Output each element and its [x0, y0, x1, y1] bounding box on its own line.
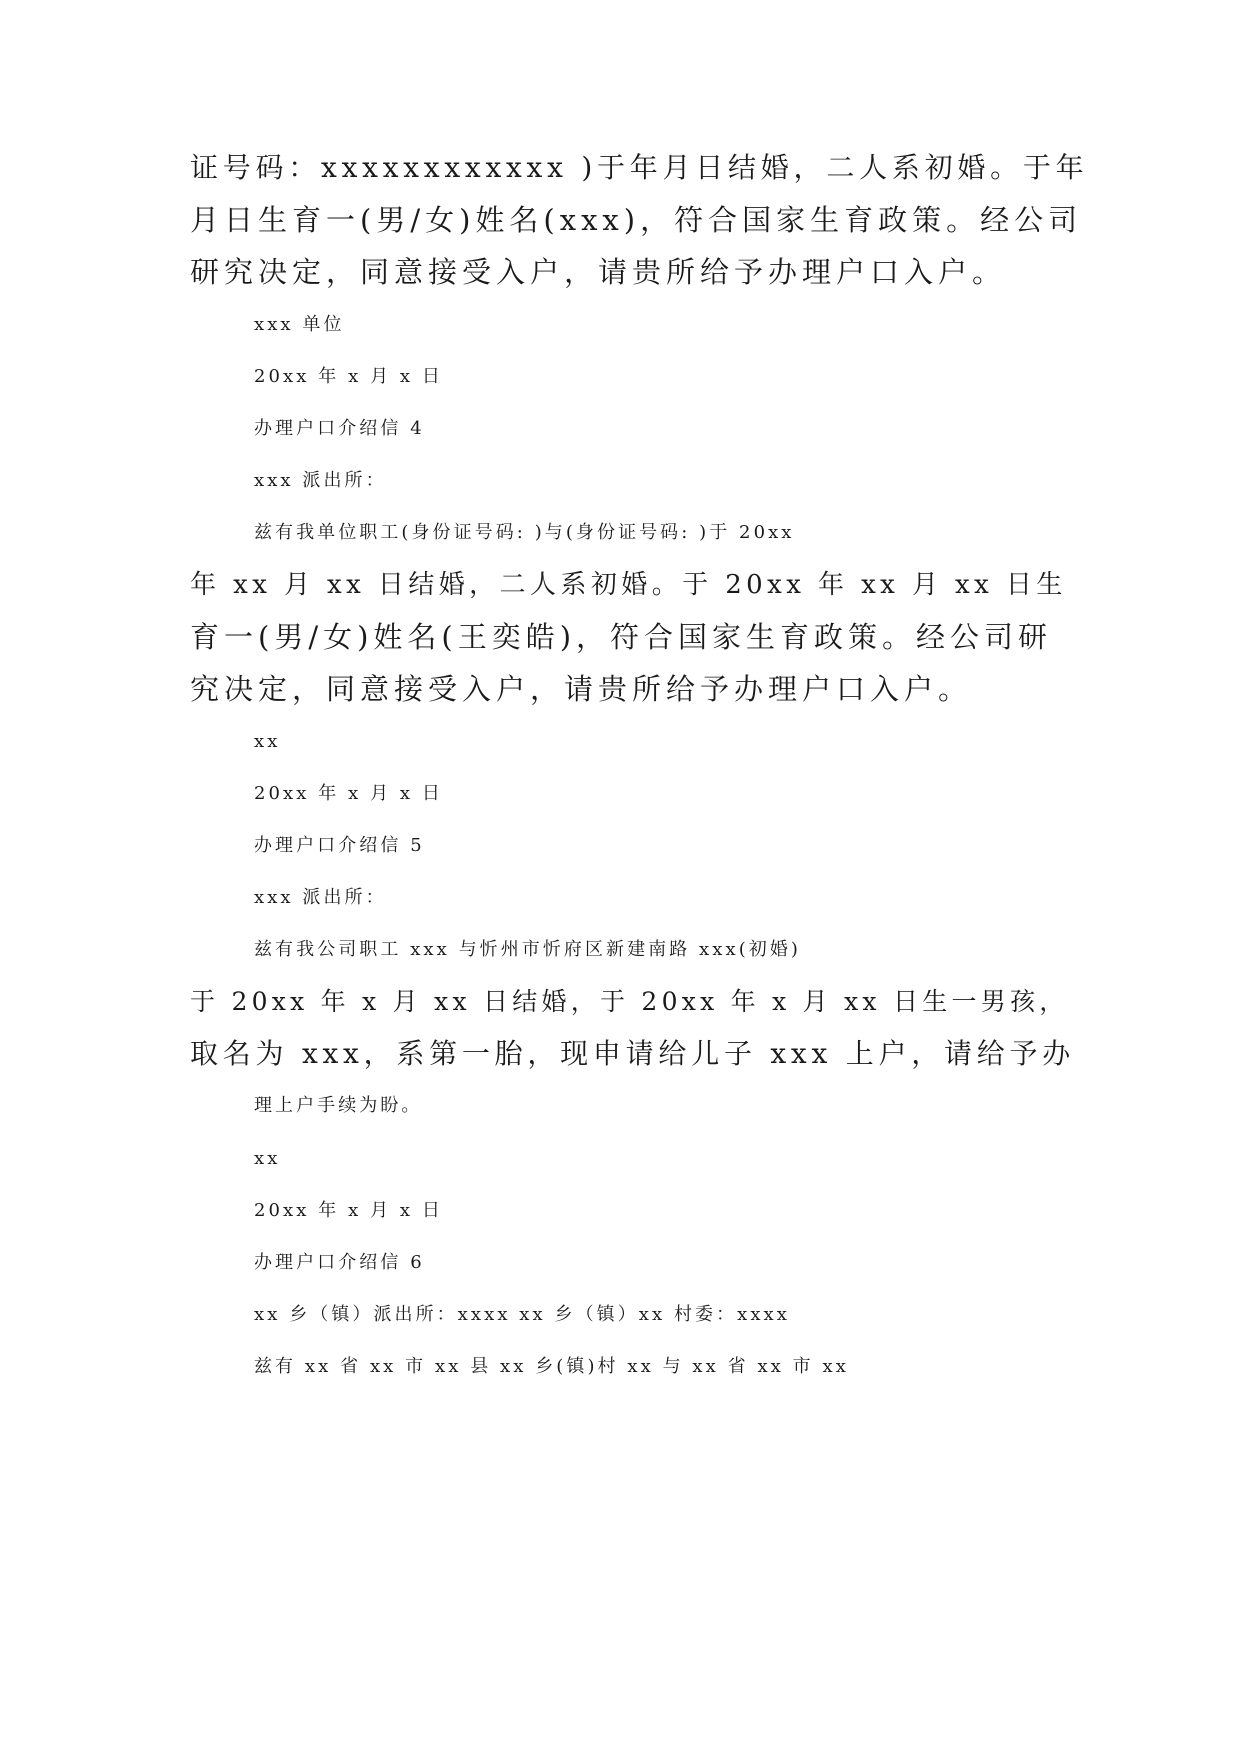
- date-line: 20xx 年 x 月 x 日: [254, 783, 443, 804]
- text-line: 兹有 xx 省 xx 市 xx 县 xx 乡(镇)村 xx 与 xx 省 xx 市 xx: [254, 1356, 849, 1377]
- text-line: 月日生育一(男/女)姓名(xxx)，符合国家生育政策。经公司: [190, 203, 1083, 237]
- letter-heading: 办理户口介绍信 4: [254, 418, 425, 439]
- signature-unit: xx: [254, 731, 281, 752]
- text-line: 取名为 xxx，系第一胎，现申请给儿子 xxx 上户，请给予办: [190, 1037, 1076, 1070]
- text-line: 兹有我单位职工(身份证号码: )与(身份证号码: )于 20xx: [254, 522, 795, 543]
- salutation: xxx 派出所：: [254, 887, 387, 908]
- signature-unit: xxx 单位: [254, 314, 345, 335]
- date-line: 20xx 年 x 月 x 日: [254, 366, 443, 387]
- salutation: xx 乡（镇）派出所：xxxx xx 乡（镇）xx 村委：xxxx: [254, 1304, 790, 1325]
- letter-heading: 办理户口介绍信 5: [254, 835, 425, 856]
- date-line: 20xx 年 x 月 x 日: [254, 1200, 443, 1221]
- text-line: 证号码：xxxxxxxxxxxx )于年月日结婚，二人系初婚。于年: [190, 151, 1089, 184]
- text-line: 兹有我公司职工 xxx 与忻州市忻府区新建南路 xxx(初婚): [254, 939, 801, 960]
- salutation: xxx 派出所：: [254, 470, 387, 491]
- text-line: 年 xx 月 xx 日结婚，二人系初婚。于 20xx 年 xx 月 xx 日生: [190, 570, 1067, 600]
- signature-unit: xx: [254, 1148, 281, 1169]
- letter-heading: 办理户口介绍信 6: [254, 1252, 425, 1273]
- text-line: 究决定，同意接受入户，请贵所给予办理户口入户。: [190, 672, 973, 706]
- text-line: 理上户手续为盼。: [254, 1095, 423, 1116]
- text-line: 研究决定，同意接受入户，请贵所给予办理户口入户。: [190, 255, 1007, 289]
- text-line: 育一(男/女)姓名(王奕皓)，符合国家生育政策。经公司研: [190, 620, 1053, 654]
- text-line: 于 20xx 年 x 月 xx 日结婚，于 20xx 年 x 月 xx 日生一男孩，: [190, 987, 1069, 1016]
